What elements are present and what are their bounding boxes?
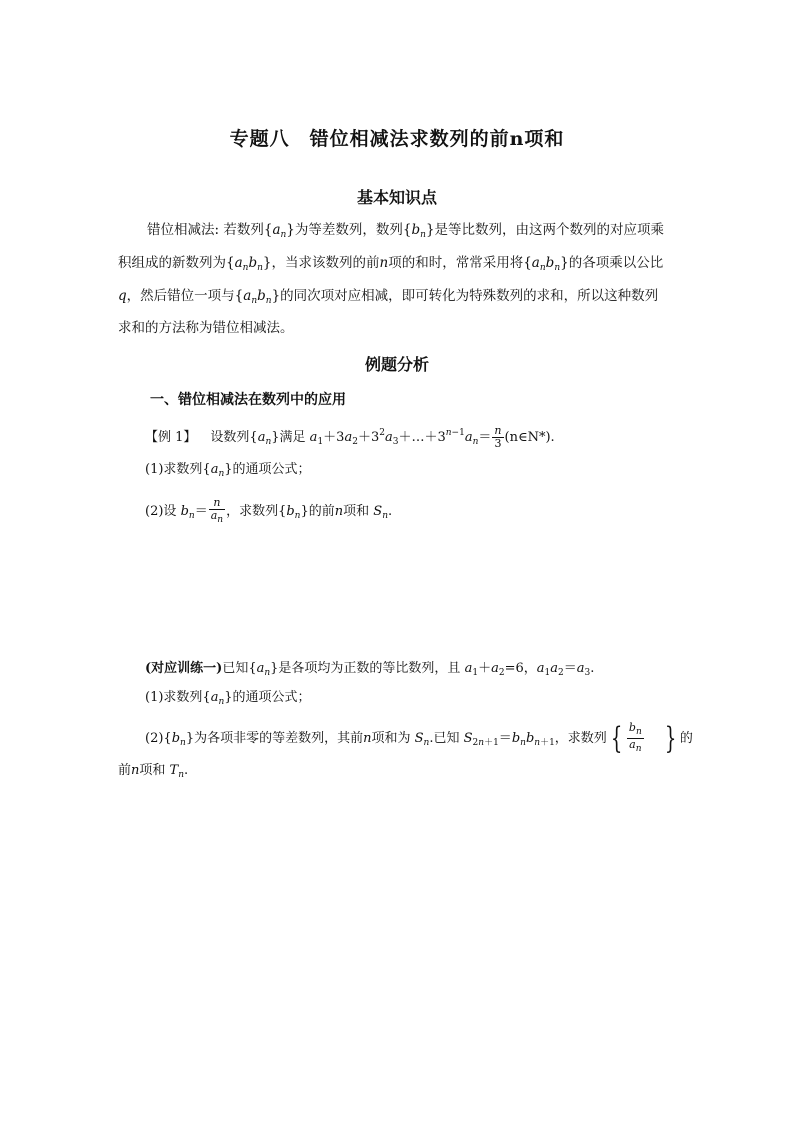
example1-q1: (1)求数列$\{a_n\}$的通项公式； — [145, 462, 311, 479]
section-heading-examples: 例题分析 — [364, 355, 429, 374]
subsection-heading: 一、错位相减法在数列中的应用 — [150, 392, 346, 408]
example1-q2: (2)设 $b_n=$ $\frac{n}{a_n}$ ，求数列$\{b_n\}$的前n项和 $S_n$. — [145, 496, 393, 525]
intro-line-1: 错位相减法: 若数列$\{a_n\}$为等差数列，数列$\{b_n\}$是等比数列，由这两个数列的对应项乘 — [147, 222, 665, 240]
section-heading-basics: 基本知识点 — [356, 188, 437, 207]
training-q2-cont: 前n项和 $T_n$. — [118, 763, 189, 780]
intro-line-2: 积组成的新数列为$\{a_nb_n\}$，当求该数列的前n项的和时，常常采用将$\{a_nb_n\}$的各项乘以公比 — [118, 255, 664, 273]
training-q2: $(2)\{b_n\}$为各项非零的等差数列，其前n项和为 $S_n$.已知 $S_{2n+1}=b_nb_{n+1}$，求数列 { $\frac{b_n}{a_n}$ } 的 — [145, 720, 693, 756]
intro-line-4: 求和的方法称为错位相减法。 — [118, 320, 294, 336]
example1-stem: 【例 1】 设数列$\{a_n\}$满足 $a_1+3a_2+3^2a_3+\dots+3^{n-1}a_n=$ $\frac{n}{3}$ (n∈N*). — [145, 424, 555, 450]
training-q1: (1)求数列$\{a_n\}$的通项公式； — [145, 690, 311, 707]
page-title: 专题八 错位相减法求数列的前n项和 — [229, 128, 565, 150]
intro-line-3: q，然后错位一项与$\{a_nb_n\}$的同次项对应相减，即可转化为特殊数列的求和，所以这种数列 — [118, 288, 659, 306]
training-stem: (对应训练一)已知$\{a_n\}$是各项均为正数的等比数列，且 $a_1+a_2=6$，$a_1a_2=a_3$. — [145, 661, 595, 678]
